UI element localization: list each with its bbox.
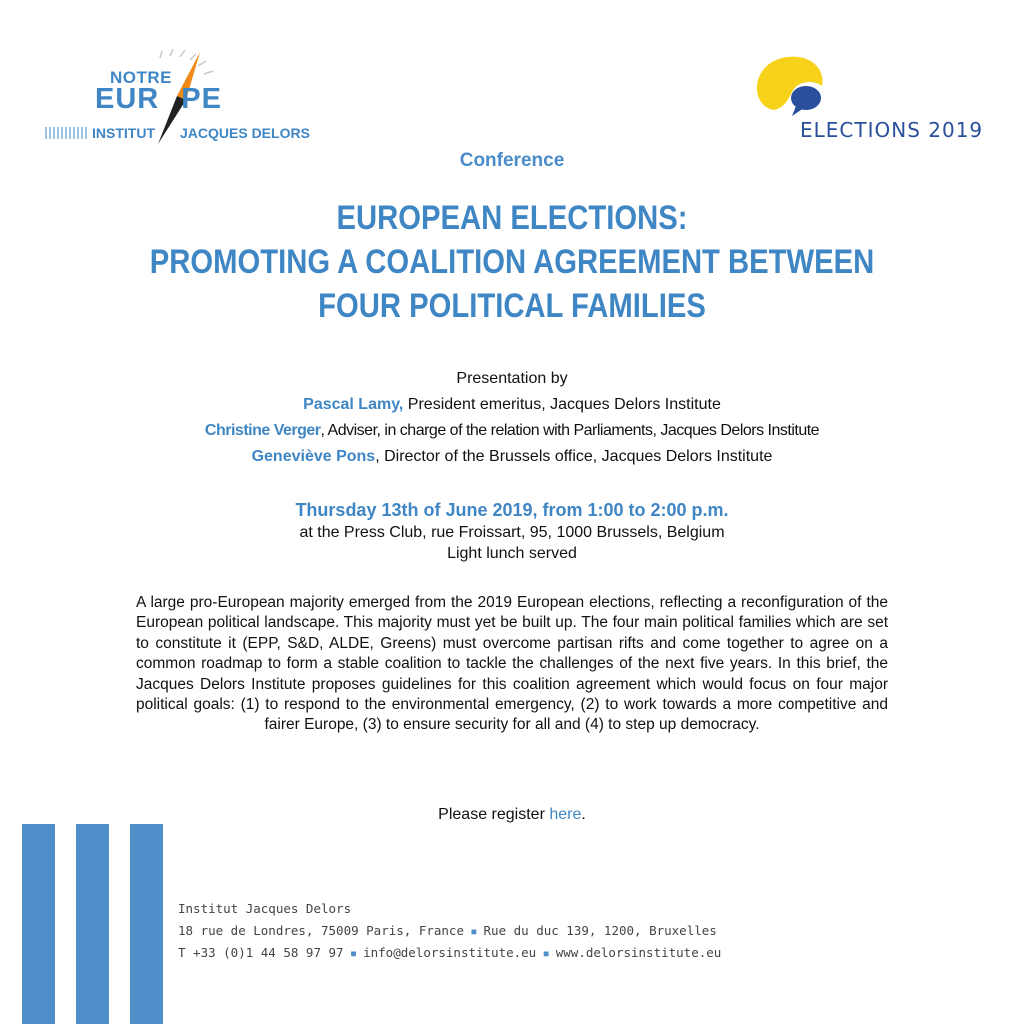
elections-2019-logo: [748, 52, 988, 152]
register-link[interactable]: here: [549, 806, 582, 823]
register-line: Please register here.: [438, 806, 586, 823]
presentation-intro: Presentation by: [456, 370, 568, 387]
decorative-bar: [130, 824, 163, 1024]
event-venue: at the Press Club, rue Froissart, 95, 1000 Brussels, Belgium: [299, 524, 725, 541]
event-date: Thursday 13th of June 2019, from 1:00 to 2:00 p.m.: [295, 500, 729, 520]
decorative-bar: [76, 824, 109, 1024]
title-line-3: FOUR POLITICAL FAMILIES: [318, 287, 706, 325]
title-line-1: EUROPEAN ELECTIONS:: [336, 199, 688, 237]
footer-org: Institut Jacques Delors: [178, 901, 352, 916]
footer-contacts: T +33 (0)1 44 58 97 97 ▪ info@delorsinstitute.eu ▪ www.delorsinstitute.eu: [178, 945, 722, 960]
speaker-row: [0, 392, 1024, 418]
title-line-2: PROMOTING A COALITION AGREEMENT BETWEEN: [149, 243, 875, 281]
speaker-name: Geneviève Pons: [251, 448, 376, 465]
elections-2019-text: ELECTIONS 2019: [800, 118, 984, 142]
speaker-role: , Director of the Brussels office, Jacques Delors Institute: [375, 448, 773, 465]
footer-contact: [178, 898, 721, 964]
speaker-row: [0, 418, 1024, 444]
logo-notre: NOTRE: [110, 68, 172, 87]
speaker-row: [0, 444, 1024, 470]
speaker-role: President emeritus, Jacques Delors Institute: [403, 396, 721, 413]
logo-bars: [45, 126, 89, 144]
footer-phone: T +33 (0)1 44 58 97 97: [178, 945, 344, 960]
logo-institut: INSTITUT: [92, 125, 155, 141]
logo-jacques-delors: JACQUES DELORS: [180, 125, 310, 141]
event-note: Light lunch served: [447, 545, 577, 562]
event-details: [0, 498, 1024, 564]
footer-addresses: 18 rue de Londres, 75009 Paris, France ▪ Rue du duc 139, 1200, Bruxelles: [178, 923, 717, 938]
sun-bubble-icon: [748, 52, 838, 118]
event-type: Conference: [459, 150, 565, 171]
presenters-block: [0, 366, 1024, 470]
event-abstract: A large pro-European majority emerged from the 2019 European elections, reflecting a reconfiguration of the European political landscape. This majority must yet be built up. The four main political families which are set to constitute it (EPP, S&D, ALDE, Greens) must overcome partisan rifts and come together to agree on a common roadmap to form a stable coalition to tackle the challenges of the next five years. In this brief, the Jacques Delors Institute proposes guidelines for this coalition agreement which would focus on four major political goals: (1) to respond to the environmental emergency, (2) to work towards a more competitive and fairer Europe, (3) to ensure security for all and (4) to step up democracy.: [136, 594, 888, 734]
speaker-name: Pascal Lamy,: [303, 396, 404, 413]
speaker-role: , Adviser, in charge of the relation with Parliaments, Jacques Delors Institute: [320, 422, 820, 439]
page-title: [72, 196, 953, 328]
footer-website[interactable]: www.delorsinstitute.eu: [555, 945, 722, 960]
speaker-name: Christine Verger: [204, 422, 321, 439]
decorative-bar: [22, 824, 55, 1024]
logo-europe: EUR PE: [95, 83, 222, 115]
footer-email[interactable]: info@delorsinstitute.eu: [363, 945, 537, 960]
notre-europe-logo: [40, 48, 310, 148]
